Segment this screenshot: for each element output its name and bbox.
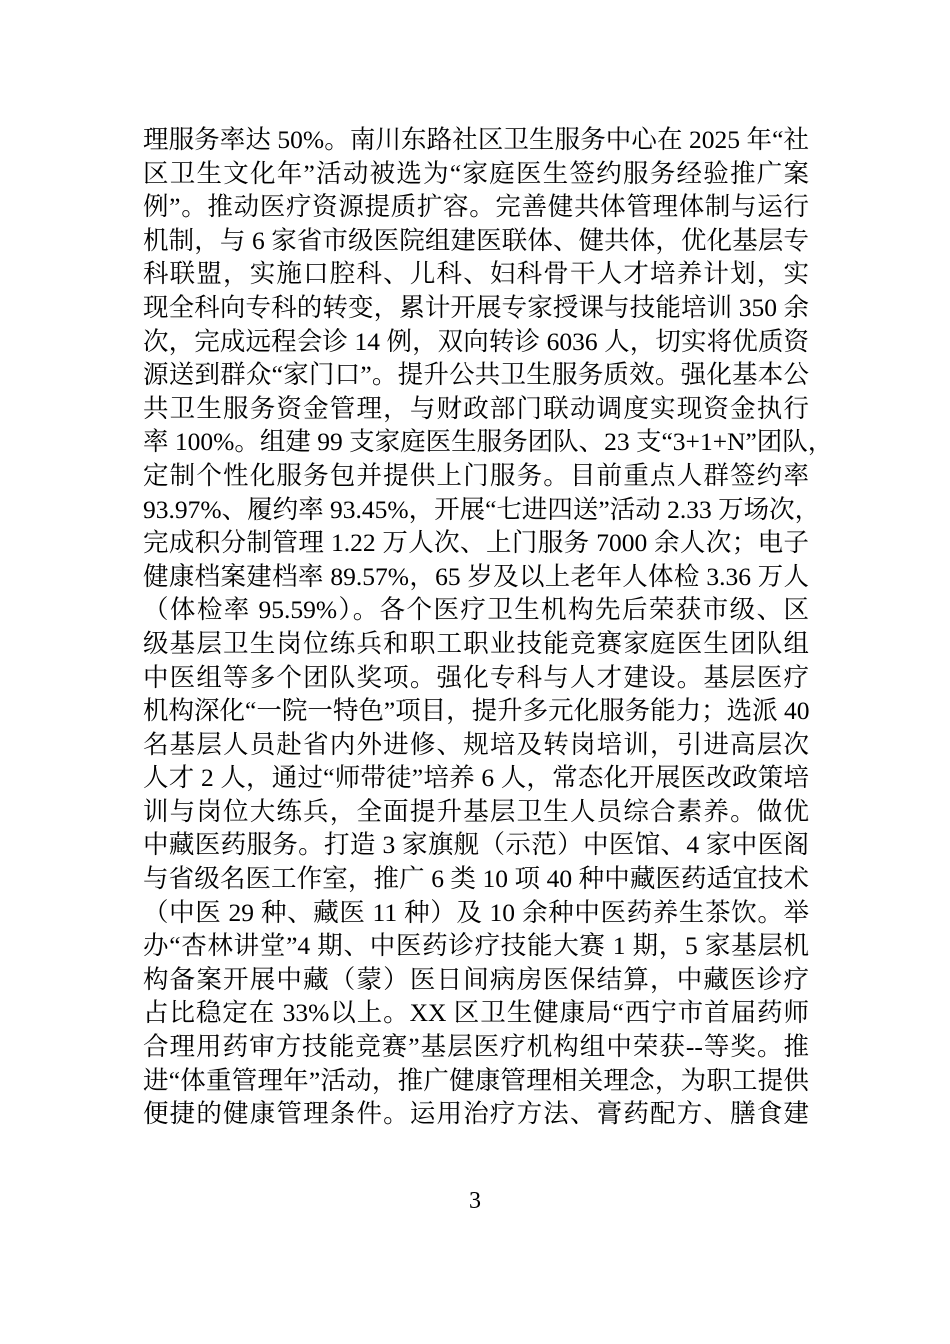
text-line: 率 100%。组建 99 支家庭医生服务团队、23 支“3+1+N”团队， (143, 427, 834, 457)
text-line: 进“体重管理年”活动，推广健康管理相关理念，为职工提供 (143, 1065, 809, 1095)
text-line: （体检率 95.59%）。各个医疗卫生机构先后荣获市级、区 (143, 595, 809, 625)
text-line: 办“杏林讲堂”4 期、中医药诊疗技能大赛 1 期，5 家基层机 (143, 931, 809, 961)
text-line: 中藏医药服务。打造 3 家旗舰（示范）中医馆、4 家中医阁 (143, 830, 809, 860)
text-line: 例”。推动医疗资源提质扩容。完善健共体管理体制与运行 (143, 192, 809, 222)
text-line: 机构深化“一院一特色”项目，提升多元化服务能力；选派 40 (143, 696, 810, 726)
text-line: 便捷的健康管理条件。运用治疗方法、膏药配方、膳食建 (143, 1099, 809, 1129)
text-line: （中医 29 种、藏医 11 种）及 10 余种中医药养生茶饮。举 (143, 897, 809, 927)
text-line: 区卫生文化年”活动被选为“家庭医生签约服务经验推广案 (143, 158, 809, 188)
text-line: 级基层卫生岗位练兵和职工职业技能竞赛家庭医生团队组 (143, 628, 809, 658)
text-line: 名基层人员赴省内外进修、规培及转岗培训，引进高层次 (143, 729, 809, 759)
text-line: 人才 2 人，通过“师带徒”培养 6 人，常态化开展医改政策培 (143, 763, 809, 793)
text-line: 完成积分制管理 1.22 万人次、上门服务 7000 余人次；电子 (143, 528, 809, 558)
text-line: 次，完成远程会诊 14 例，双向转诊 6036 人，切实将优质资 (143, 326, 809, 356)
text-line: 理服务率达 50%。南川东路社区卫生服务中心在 2025 年“社 (143, 125, 809, 154)
text-line: 占比稳定在 33%以上。XX 区卫生健康局“西宁市首届药师 (143, 998, 809, 1028)
page-number: 3 (469, 1188, 481, 1214)
text-line: 源送到群众“家门口”。提升公共卫生服务质效。强化基本公 (143, 360, 809, 390)
text-line: 机制，与 6 家省市级医院组建医联体、健共体，优化基层专 (143, 225, 809, 255)
text-line: 共卫生服务资金管理，与财政部门联动调度实现资金执行 (143, 393, 809, 423)
text-line: 中医组等多个团队奖项。强化专科与人才建设。基层医疗 (143, 662, 809, 692)
text-line: 合理用药审方技能竞赛”基层医疗机构组中荣获--等奖。推 (143, 1032, 809, 1062)
text-line: 现全科向专科的转变，累计开展专家授课与技能培训 350 余 (143, 292, 809, 322)
text-line: 构备案开展中藏（蒙）医日间病房医保结算，中藏医诊疗 (143, 964, 809, 994)
text-line: 93.97%、履约率 93.45%，开展“七进四送”活动 2.33 万场次， (143, 494, 821, 524)
text-line: 训与岗位大练兵，全面提升基层卫生人员综合素养。做优 (143, 796, 809, 826)
text-line: 与省级名医工作室，推广 6 类 10 项 40 种中藏医药适宜技术 (143, 864, 809, 894)
text-line: 科联盟，实施口腔科、儿科、妇科骨干人才培养计划，实 (143, 259, 809, 289)
document-body (143, 123, 834, 1131)
text-line: 健康档案建档率 89.57%，65 岁及以上老年人体检 3.36 万人 (143, 561, 809, 591)
text-line: 定制个性化服务包并提供上门服务。目前重点人群签约率 (143, 460, 809, 490)
